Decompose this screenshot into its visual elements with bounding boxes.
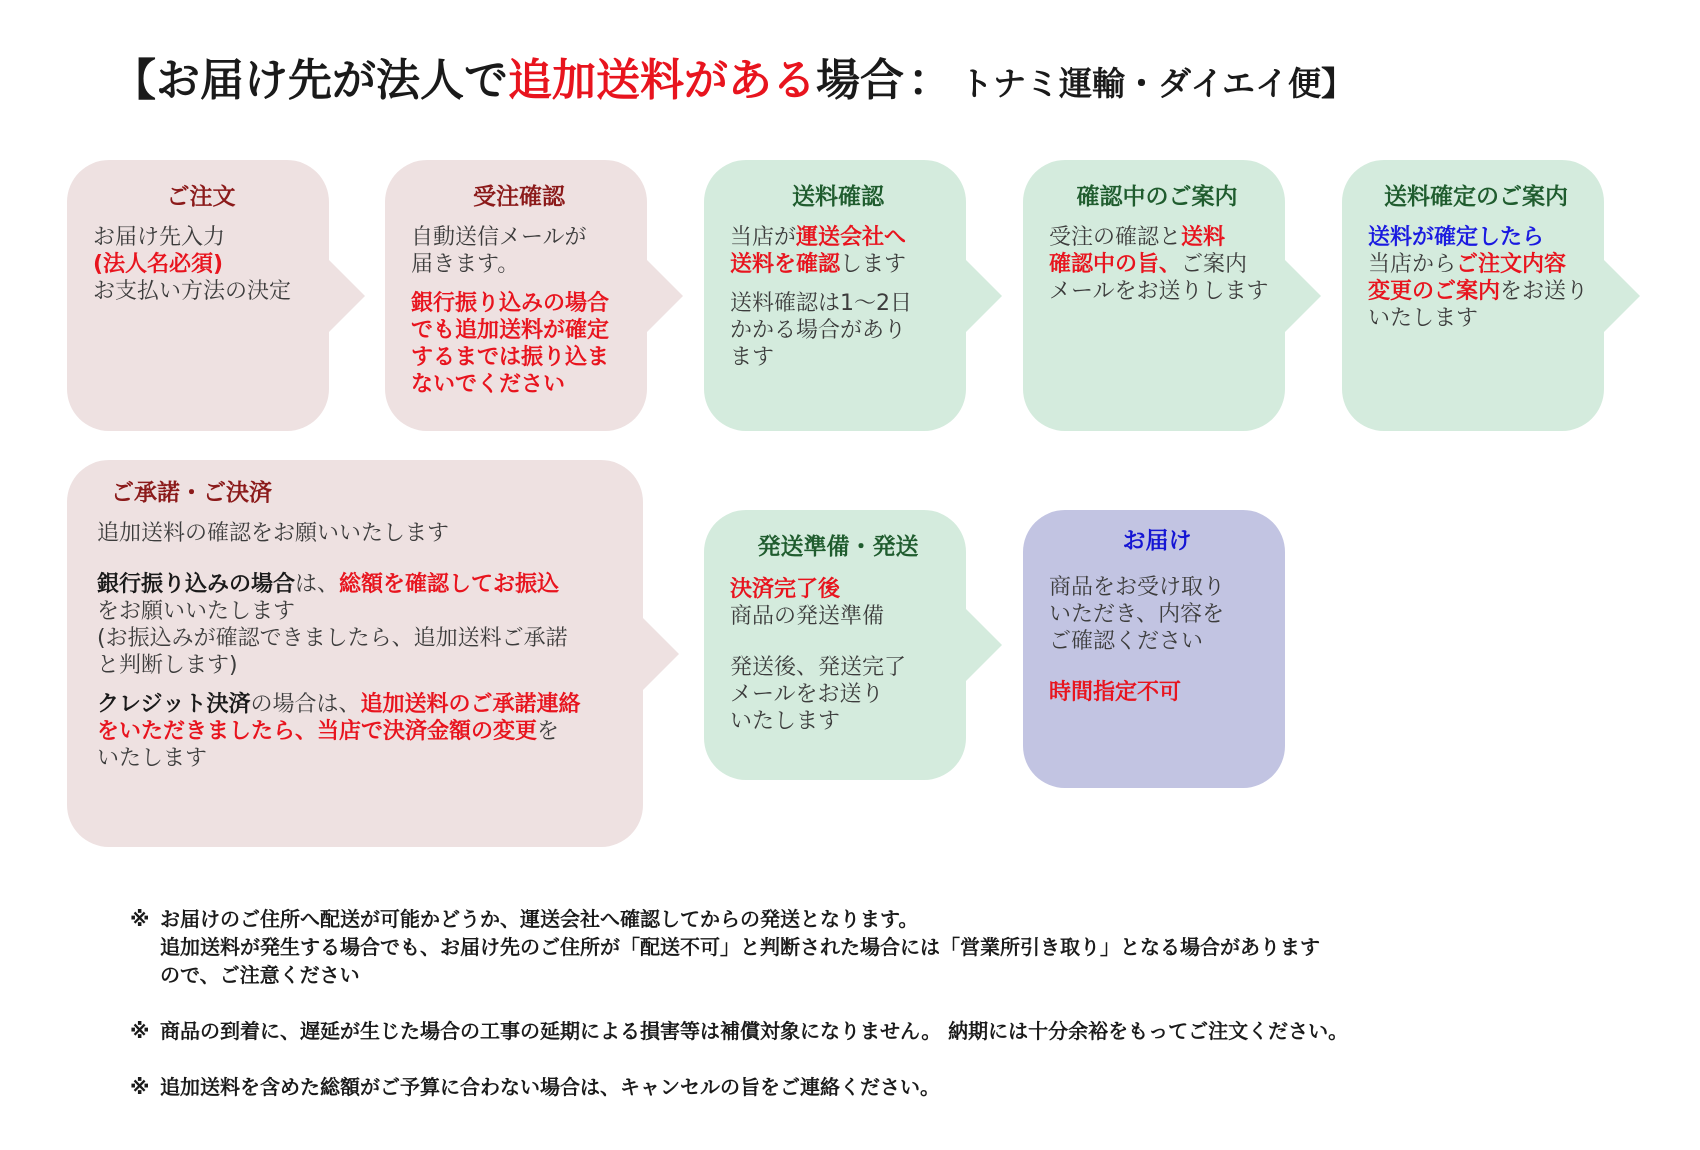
title-highlight: 追加送料がある	[508, 55, 816, 106]
step-title: お届け	[1122, 528, 1192, 554]
step-approval	[67, 460, 643, 847]
arrow-right-icon	[646, 259, 683, 333]
step-title: 送料確認	[792, 184, 884, 210]
step-text: 受注の確認と送料 確認中の旨、ご案内 メールをお送りします	[1049, 225, 1269, 304]
title-part1: 【お届け先が法人で	[112, 55, 508, 106]
step-title: 受注確認	[473, 184, 565, 210]
step-dispatch	[704, 510, 966, 780]
note-mark: ※	[130, 1019, 150, 1043]
step-title: ご承諾・ご決済	[111, 480, 272, 506]
arrow-right-icon	[1284, 259, 1321, 333]
title-part2: 場合	[816, 55, 904, 106]
note-mark: ※	[130, 1075, 150, 1099]
step-order-accepted	[385, 160, 647, 431]
step-text: 決済完了後 商品の発送準備 発送後、発送完了 メールをお送り いたします	[730, 577, 907, 734]
step-text: 追加送料の確認をお願いいたします 銀行振り込みの場合は、総額を確認してお振込 をお願いいたします (お振込みが確認できましたら、追加送料ご承諾 と判断します) クレジット決済の場合は、追加送料のご承諾連絡 をいただきましたら、当店で決済金額の変更を いたします	[97, 521, 581, 771]
note-item: ※ お届けのご住所へ配送が可能かどうか、運送会社へ確認してからの発送となります。 追加送料が発生する場合でも、お届け先のご住所が「配送不可」と判断された場合には「営業所引き取り」となる場合があります ので、ご注意ください	[130, 907, 1320, 987]
step-checking-notice	[1023, 160, 1285, 431]
step-shipping-check	[704, 160, 966, 431]
step-text: お届け先入力 (法人名必須) お支払い方法の決定	[93, 225, 292, 304]
arrow-right-icon	[642, 617, 679, 691]
step-title: 発送準備・発送	[757, 534, 919, 560]
arrow-right-icon	[328, 259, 365, 333]
arrow-right-icon	[1603, 259, 1640, 333]
step-title: ご注文	[166, 184, 236, 210]
step-text: 自動送信メールが 届きます。 銀行振り込みの場合 でも追加送料が確定 するまでは振り込ま ないでください	[411, 225, 610, 397]
note-item: ※ 商品の到着に、遅延が生じた場合の工事の延期による損害等は補償対象になりません。 納期には十分余裕をもってご注文ください。	[130, 1019, 1349, 1043]
note-item: ※ 追加送料を含めた総額がご予算に合わない場合は、キャンセルの旨をご連絡ください。	[130, 1075, 940, 1099]
page-title	[112, 44, 1652, 116]
notes-section	[130, 905, 1630, 1129]
step-delivery	[1023, 510, 1285, 788]
step-text: 当店が運送会社へ 送料を確認します 送料確認は1～2日 かかる場合があり ます	[730, 225, 912, 370]
step-title: 送料確定のご案内	[1384, 184, 1568, 210]
arrow-right-icon	[965, 259, 1002, 333]
step-fixed-notice	[1342, 160, 1604, 431]
step-order	[67, 160, 329, 431]
note-mark: ※	[130, 907, 150, 931]
title-carriers: トナミ運輸・ダイエイ便】	[960, 64, 1355, 103]
arrow-right-icon	[965, 608, 1002, 682]
step-text: 商品をお受け取り いただき、内容を ご確認ください 時間指定不可	[1049, 575, 1226, 705]
step-text: 送料が確定したら 当店からご注文内容 変更のご案内をお送り いたします	[1368, 225, 1589, 331]
title-colon: ：	[908, 55, 952, 106]
step-title: 確認中のご案内	[1076, 184, 1238, 210]
